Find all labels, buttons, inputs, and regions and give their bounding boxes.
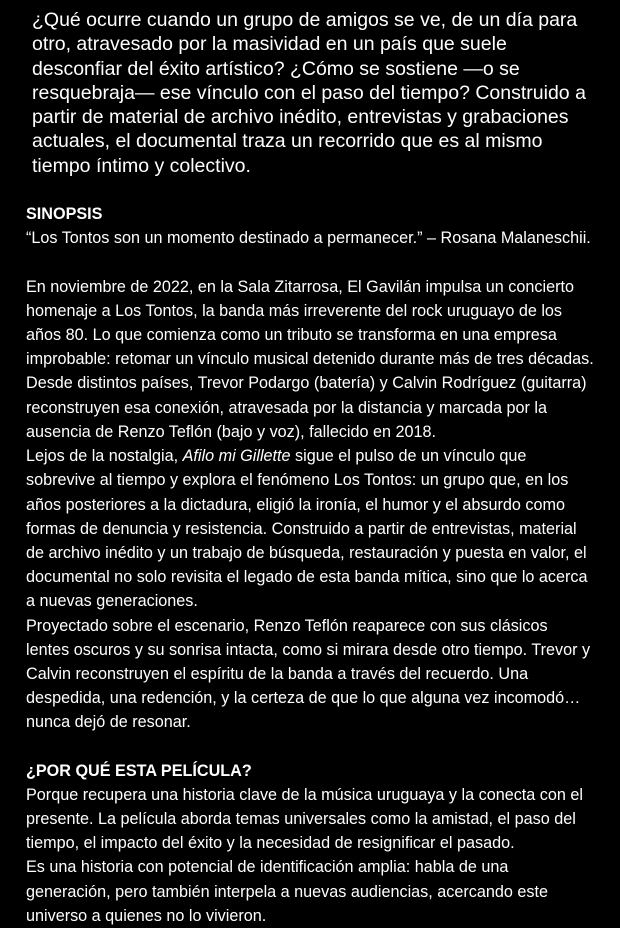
sinopsis-section	[26, 202, 594, 734]
sinopsis-paragraph-1: En noviembre de 2022, en la Sala Zitarrosa, El Gavilán impulsa un concierto homenaje a Los Tontos, la banda más irreverente del rock uruguayo de los años 80. Lo que comienza como un tributo se transforma en una empresa improbable: retomar un vínculo musical detenido durante más de tres décadas. Desde distintos países, Trevor Podargo (batería) y Calvin Rodríguez (guitarra) reconstruyen esa conexión, atravesada por la distancia y marcada por la ausencia de Renzo Teflón (bajo y voz), fallecido en 2018.	[26, 277, 594, 441]
sinopsis-paragraph-3: Proyectado sobre el escenario, Renzo Teflón reaparece con sus clásicos lentes oscuros y su sonrisa intacta, como si mirara desde otro tiempo. Trevor y Calvin reconstruyen el espíritu de la banda a través del recuerdo. Una despedida, una redención, y la certeza de que lo que alguna vez incomodó… nunca dejó de resonar.	[26, 616, 591, 732]
sinopsis-quote: “Los Tontos son un momento destinado a permanecer.” – Rosana Malaneschii.	[26, 229, 591, 248]
why-heading: ¿POR QUÉ ESTA PELÍCULA?	[26, 761, 252, 780]
why-paragraph-1: Porque recupera una historia clave de la música uruguaya y la conecta con el presente. La película aborda temas universales como la amistad, el paso del tiempo, el impacto del éxito y la necesidad de resignificar el pasado.	[26, 785, 583, 853]
paragraph-spacer	[26, 250, 594, 274]
why-section	[26, 759, 594, 928]
why-paragraph-2: Es una historia con potencial de identificación amplia: habla de una generación, pero también interpela a nuevas audiencias, acercando este universo a quienes no lo vivieron.	[26, 858, 548, 925]
sinopsis-p2-rest: sigue el pulso de un vínculo que sobrevive al tiempo y explora el fenómeno Los Tontos: un grupo que, en los años posteriores a la dictadura, eligió la ironía, el humor y el absurdo como formas de denuncia y resistencia. Construido a partir de entrevistas, material de archivo inédito y un trabajo de búsqueda, restauración y puesta en valor, el documental no solo revisita el legado de esta banda mítica, sino que lo acerca a nuevas generaciones.	[26, 447, 588, 611]
intro-paragraph: ¿Qué ocurre cuando un grupo de amigos se ve, de un día para otro, atravesado por la masividad en un país que suele desconfiar del éxito artístico? ¿Cómo se sostiene —o se resquebraja— ese vínculo con el paso del tiempo? Construido a partir de material de archivo inédito, entrevistas y grabaciones actuales, el documental traza un recorrido que es al mismo tiempo íntimo y colectivo.	[32, 9, 586, 177]
sinopsis-heading: SINOPSIS	[26, 205, 103, 224]
sinopsis-paragraph-2	[26, 444, 594, 613]
sinopsis-p2-lead: Lejos de la nostalgia,	[26, 447, 183, 466]
film-title: Afilo mi Gillette	[182, 447, 291, 466]
